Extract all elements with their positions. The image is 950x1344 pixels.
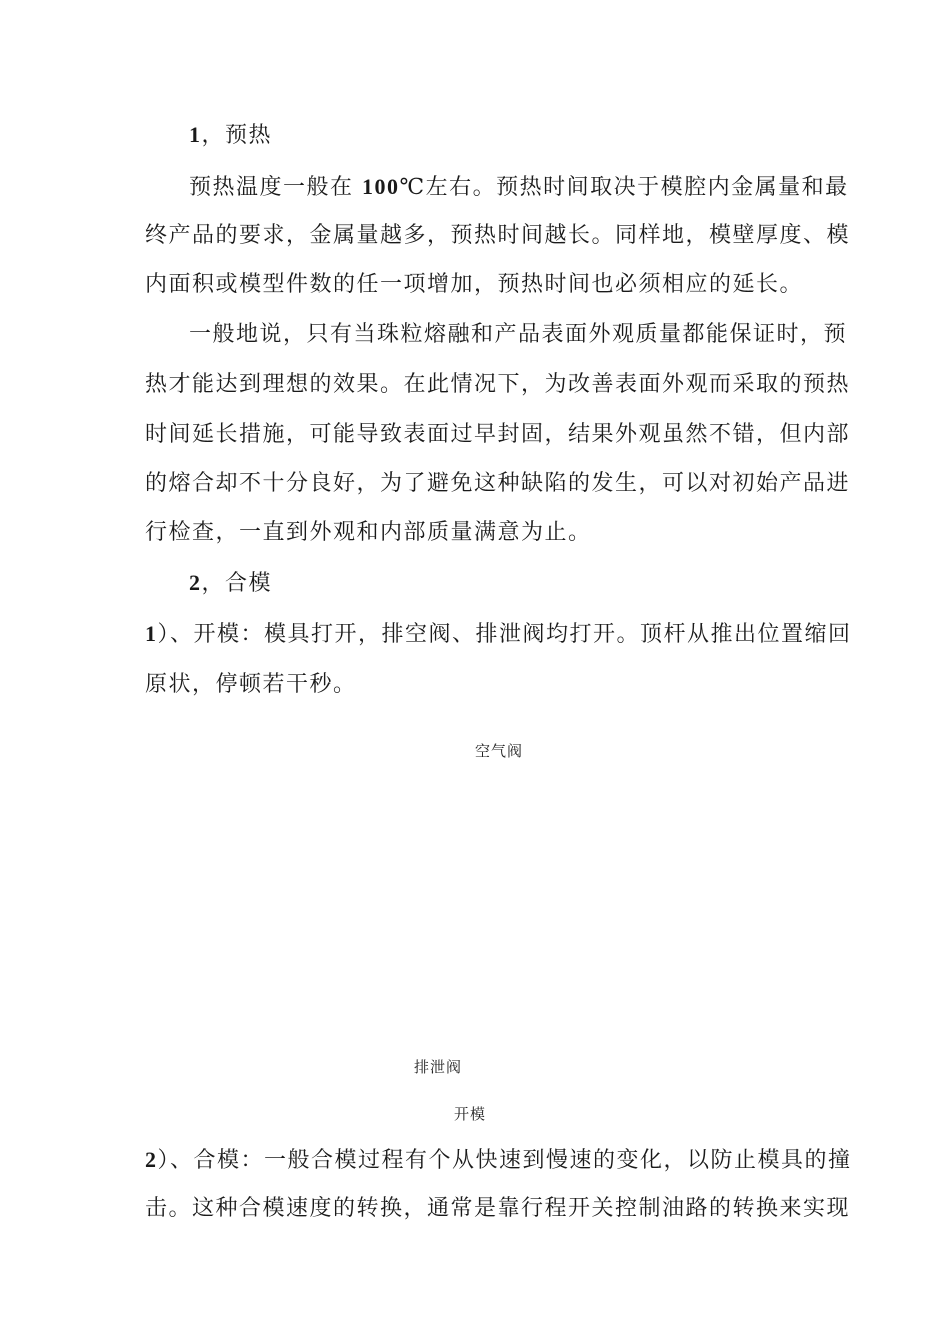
paragraph-line: 一般地说，只有当珠粒熔融和产品表面外观质量都能保证时，预	[189, 322, 848, 347]
step-line: 原状，停顿若干秒。	[145, 672, 357, 697]
section-separator: ，	[201, 123, 226, 148]
step-number: 2	[145, 1147, 158, 1172]
step-number: 1	[145, 621, 158, 646]
step-line	[145, 619, 852, 650]
paragraph-line: 行检查，一直到外观和内部质量满意为止。	[145, 520, 592, 545]
temperature-value: 100	[362, 174, 400, 199]
paragraph-line: 时间延长措施，可能导致表面过早封固，结果外观虽然不错，但内部	[145, 422, 851, 447]
section-separator: ，	[201, 571, 226, 596]
paragraph-line: 热才能达到理想的效果。在此情况下，为改善表面外观而采取的预热	[145, 372, 851, 397]
paragraph-line	[189, 172, 849, 203]
text-segment: ℃左右。预热时间取决于模腔内金属量和最	[399, 175, 849, 200]
text-segment: ）、开模：模具打开，排空阀、排泄阀均打开。顶杆从推出位置缩回	[157, 622, 852, 647]
section-number: 1	[189, 122, 202, 147]
paragraph-line: 的熔合却不十分良好，为了避免这种缺陷的发生，可以对初始产品进	[145, 471, 851, 496]
figure-label-air-valve: 空气阀	[475, 742, 524, 760]
paragraph-line: 终产品的要求，金属量越多，预热时间越长。同样地，模壁厚度、模	[145, 223, 851, 248]
section-title: 合模	[225, 571, 273, 596]
section-title: 预热	[225, 123, 273, 148]
section-number: 2	[189, 570, 202, 595]
paragraph-line: 内面积或模型件数的任一项增加，预热时间也必须相应的延长。	[145, 272, 804, 297]
text-segment: 预热温度一般在	[189, 175, 362, 200]
step-line: 击。这种合模速度的转换，通常是靠行程开关控制油路的转换来实现	[145, 1196, 851, 1221]
figure-caption: 开模	[454, 1105, 487, 1123]
figure-label-drain-valve: 排泄阀	[414, 1058, 463, 1076]
section-heading-mold-close	[189, 568, 807, 599]
step-line	[145, 1145, 852, 1176]
text-segment: ）、合模：一般合模过程有个从快速到慢速的变化，以防止模具的撞	[157, 1148, 852, 1173]
section-heading-preheat	[189, 120, 807, 151]
mold-open-figure	[145, 760, 807, 1050]
